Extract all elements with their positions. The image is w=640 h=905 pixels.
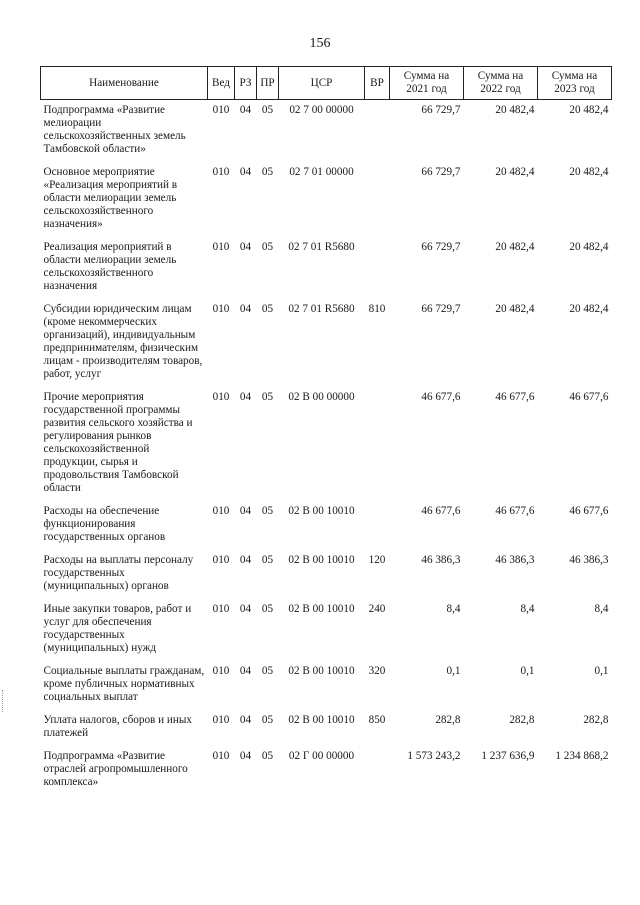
cell-name: Иные закупки товаров, работ и услуг для обеспечения государственных (муниципальных) нужд bbox=[43, 603, 192, 654]
cell-pr: 05 bbox=[261, 714, 274, 726]
cell-sum-2021: 46 677,6 bbox=[421, 505, 461, 517]
cell-sum-2023: 282,8 bbox=[583, 714, 609, 726]
cell-name: Уплата налогов, сборов и иных платежей bbox=[43, 714, 193, 739]
cell-rz: 04 bbox=[239, 714, 252, 726]
cell-csr: 02 В 00 10010 bbox=[288, 505, 355, 517]
cell-sum-2023: 20 482,4 bbox=[569, 303, 609, 315]
cell-pr: 05 bbox=[261, 665, 274, 677]
cell-pr: 05 bbox=[261, 554, 274, 566]
header-vr: ВР bbox=[365, 67, 390, 100]
cell-sum-2023: 1 234 868,2 bbox=[555, 750, 609, 762]
header-pr: ПР bbox=[257, 67, 279, 100]
cell-csr: 02 В 00 00000 bbox=[288, 391, 355, 403]
page-number: 156 bbox=[309, 36, 331, 51]
cell-ved: 010 bbox=[212, 665, 230, 677]
cell-sum-2021: 46 386,3 bbox=[421, 554, 461, 566]
cell-pr: 05 bbox=[261, 750, 274, 762]
cell-name: Субсидии юридическим лицам (кроме некоммерческих организаций), индивидуальным предпринимателям, физическим лицам - производителям товаров, работ, услуг bbox=[43, 303, 203, 380]
cell-sum-2023: 20 482,4 bbox=[569, 166, 609, 178]
cell-sum-2023: 46 677,6 bbox=[569, 391, 609, 403]
table-row bbox=[41, 746, 612, 795]
cell-vr bbox=[365, 501, 390, 550]
cell-csr: 02 7 00 00000 bbox=[289, 104, 354, 116]
cell-csr: 02 7 01 R5680 bbox=[288, 241, 355, 253]
header-rz: РЗ bbox=[235, 67, 257, 100]
cell-csr: 02 В 00 10010 bbox=[288, 714, 355, 726]
header-sum-2022: Сумма на 2022 год bbox=[464, 67, 538, 100]
header-sum-2023: Сумма на 2023 год bbox=[538, 67, 612, 100]
cell-ved: 010 bbox=[212, 104, 230, 116]
table-row bbox=[41, 501, 612, 550]
cell-pr: 05 bbox=[261, 303, 274, 315]
header-csr: ЦСР bbox=[279, 67, 365, 100]
cell-rz: 04 bbox=[239, 104, 252, 116]
cell-rz: 04 bbox=[239, 166, 252, 178]
cell-sum-2022: 46 677,6 bbox=[495, 505, 535, 517]
cell-ved: 010 bbox=[212, 750, 230, 762]
cell-vr bbox=[365, 237, 390, 299]
cell-ved: 010 bbox=[212, 166, 230, 178]
cell-rz: 04 bbox=[239, 391, 252, 403]
cell-sum-2023: 0,1 bbox=[594, 665, 609, 677]
cell-ved: 010 bbox=[212, 714, 230, 726]
cell-name: Основное мероприятие «Реализация мероприятий в области мелиорации земель сельскохозяйственного назначения» bbox=[43, 166, 178, 230]
table-row bbox=[41, 661, 612, 710]
table-row bbox=[41, 237, 612, 299]
cell-csr: 02 7 01 R5680 bbox=[288, 303, 355, 315]
cell-rz: 04 bbox=[239, 750, 252, 762]
cell-vr bbox=[365, 162, 390, 237]
cell-pr: 05 bbox=[261, 391, 274, 403]
cell-sum-2022: 46 677,6 bbox=[495, 391, 535, 403]
cell-sum-2022: 0,1 bbox=[520, 665, 535, 677]
header-sum-2021: Сумма на 2021 год bbox=[390, 67, 464, 100]
table-row bbox=[41, 299, 612, 387]
cell-csr: 02 В 00 10010 bbox=[288, 665, 355, 677]
cell-sum-2021: 1 573 243,2 bbox=[407, 750, 461, 762]
table-row bbox=[41, 162, 612, 237]
cell-vr bbox=[365, 100, 390, 163]
cell-rz: 04 bbox=[239, 303, 252, 315]
table-row bbox=[41, 387, 612, 501]
cell-sum-2023: 20 482,4 bbox=[569, 241, 609, 253]
cell-sum-2021: 0,1 bbox=[446, 665, 461, 677]
cell-vr: 850 bbox=[368, 714, 386, 726]
cell-ved: 010 bbox=[212, 391, 230, 403]
cell-vr: 240 bbox=[368, 603, 386, 615]
cell-ved: 010 bbox=[212, 241, 230, 253]
cell-vr: 810 bbox=[368, 303, 386, 315]
cell-sum-2021: 46 677,6 bbox=[421, 391, 461, 403]
cell-sum-2022: 20 482,4 bbox=[495, 166, 535, 178]
cell-csr: 02 В 00 10010 bbox=[288, 554, 355, 566]
cell-rz: 04 bbox=[239, 554, 252, 566]
cell-sum-2021: 66 729,7 bbox=[421, 303, 461, 315]
table-row bbox=[41, 550, 612, 599]
cell-sum-2021: 8,4 bbox=[446, 603, 461, 615]
cell-pr: 05 bbox=[261, 104, 274, 116]
cell-ved: 010 bbox=[212, 603, 230, 615]
cell-rz: 04 bbox=[239, 665, 252, 677]
table-header-row bbox=[41, 67, 612, 100]
cell-sum-2023: 8,4 bbox=[594, 603, 609, 615]
cell-sum-2022: 46 386,3 bbox=[495, 554, 535, 566]
cell-name: Расходы на выплаты персоналу государственных (муниципальных) органов bbox=[43, 554, 194, 592]
cell-vr bbox=[365, 746, 390, 795]
cell-vr: 320 bbox=[368, 665, 386, 677]
cell-rz: 04 bbox=[239, 603, 252, 615]
cell-rz: 04 bbox=[239, 241, 252, 253]
cell-name: Реализация мероприятий в области мелиорации земель сельскохозяйственного назначения bbox=[43, 241, 177, 292]
cell-sum-2021: 66 729,7 bbox=[421, 241, 461, 253]
cell-name: Подпрограмма «Развитие отраслей агропромышленного комплекса» bbox=[43, 750, 188, 788]
cell-pr: 05 bbox=[261, 505, 274, 517]
cell-sum-2023: 46 677,6 bbox=[569, 505, 609, 517]
cell-csr: 02 7 01 00000 bbox=[289, 166, 354, 178]
cell-vr: 120 bbox=[368, 554, 386, 566]
cell-sum-2021: 282,8 bbox=[435, 714, 461, 726]
cell-sum-2022: 20 482,4 bbox=[495, 104, 535, 116]
cell-sum-2022: 1 237 636,9 bbox=[481, 750, 535, 762]
cell-sum-2022: 20 482,4 bbox=[495, 303, 535, 315]
margin-mark bbox=[2, 690, 5, 712]
cell-sum-2021: 66 729,7 bbox=[421, 104, 461, 116]
table-row bbox=[41, 710, 612, 746]
cell-ved: 010 bbox=[212, 554, 230, 566]
cell-sum-2023: 46 386,3 bbox=[569, 554, 609, 566]
cell-ved: 010 bbox=[212, 505, 230, 517]
cell-ved: 010 bbox=[212, 303, 230, 315]
cell-csr: 02 Г 00 00000 bbox=[288, 750, 355, 762]
cell-pr: 05 bbox=[261, 241, 274, 253]
cell-vr bbox=[365, 387, 390, 501]
header-ved: Вед bbox=[208, 67, 235, 100]
cell-sum-2022: 8,4 bbox=[520, 603, 535, 615]
cell-pr: 05 bbox=[261, 166, 274, 178]
cell-name: Подпрограмма «Развитие мелиорации сельскохозяйственных земель Тамбовской области» bbox=[43, 104, 186, 155]
cell-sum-2022: 20 482,4 bbox=[495, 241, 535, 253]
cell-sum-2022: 282,8 bbox=[509, 714, 535, 726]
cell-csr: 02 В 00 10010 bbox=[288, 603, 355, 615]
header-name: Наименование bbox=[41, 67, 208, 100]
cell-name: Прочие мероприятия государственной программы развития сельского хозяйства и регулирования рынков сельскохозяйственной продукции, сырья и продовольствия Тамбовской области bbox=[43, 391, 193, 494]
cell-name: Социальные выплаты гражданам, кроме публичных нормативных социальных выплат bbox=[43, 665, 205, 703]
budget-table bbox=[40, 66, 612, 795]
table-row bbox=[41, 599, 612, 661]
cell-sum-2023: 20 482,4 bbox=[569, 104, 609, 116]
cell-rz: 04 bbox=[239, 505, 252, 517]
cell-name: Расходы на обеспечение функционирования государственных органов bbox=[43, 505, 166, 543]
table-row bbox=[41, 100, 612, 163]
cell-pr: 05 bbox=[261, 603, 274, 615]
cell-sum-2021: 66 729,7 bbox=[421, 166, 461, 178]
